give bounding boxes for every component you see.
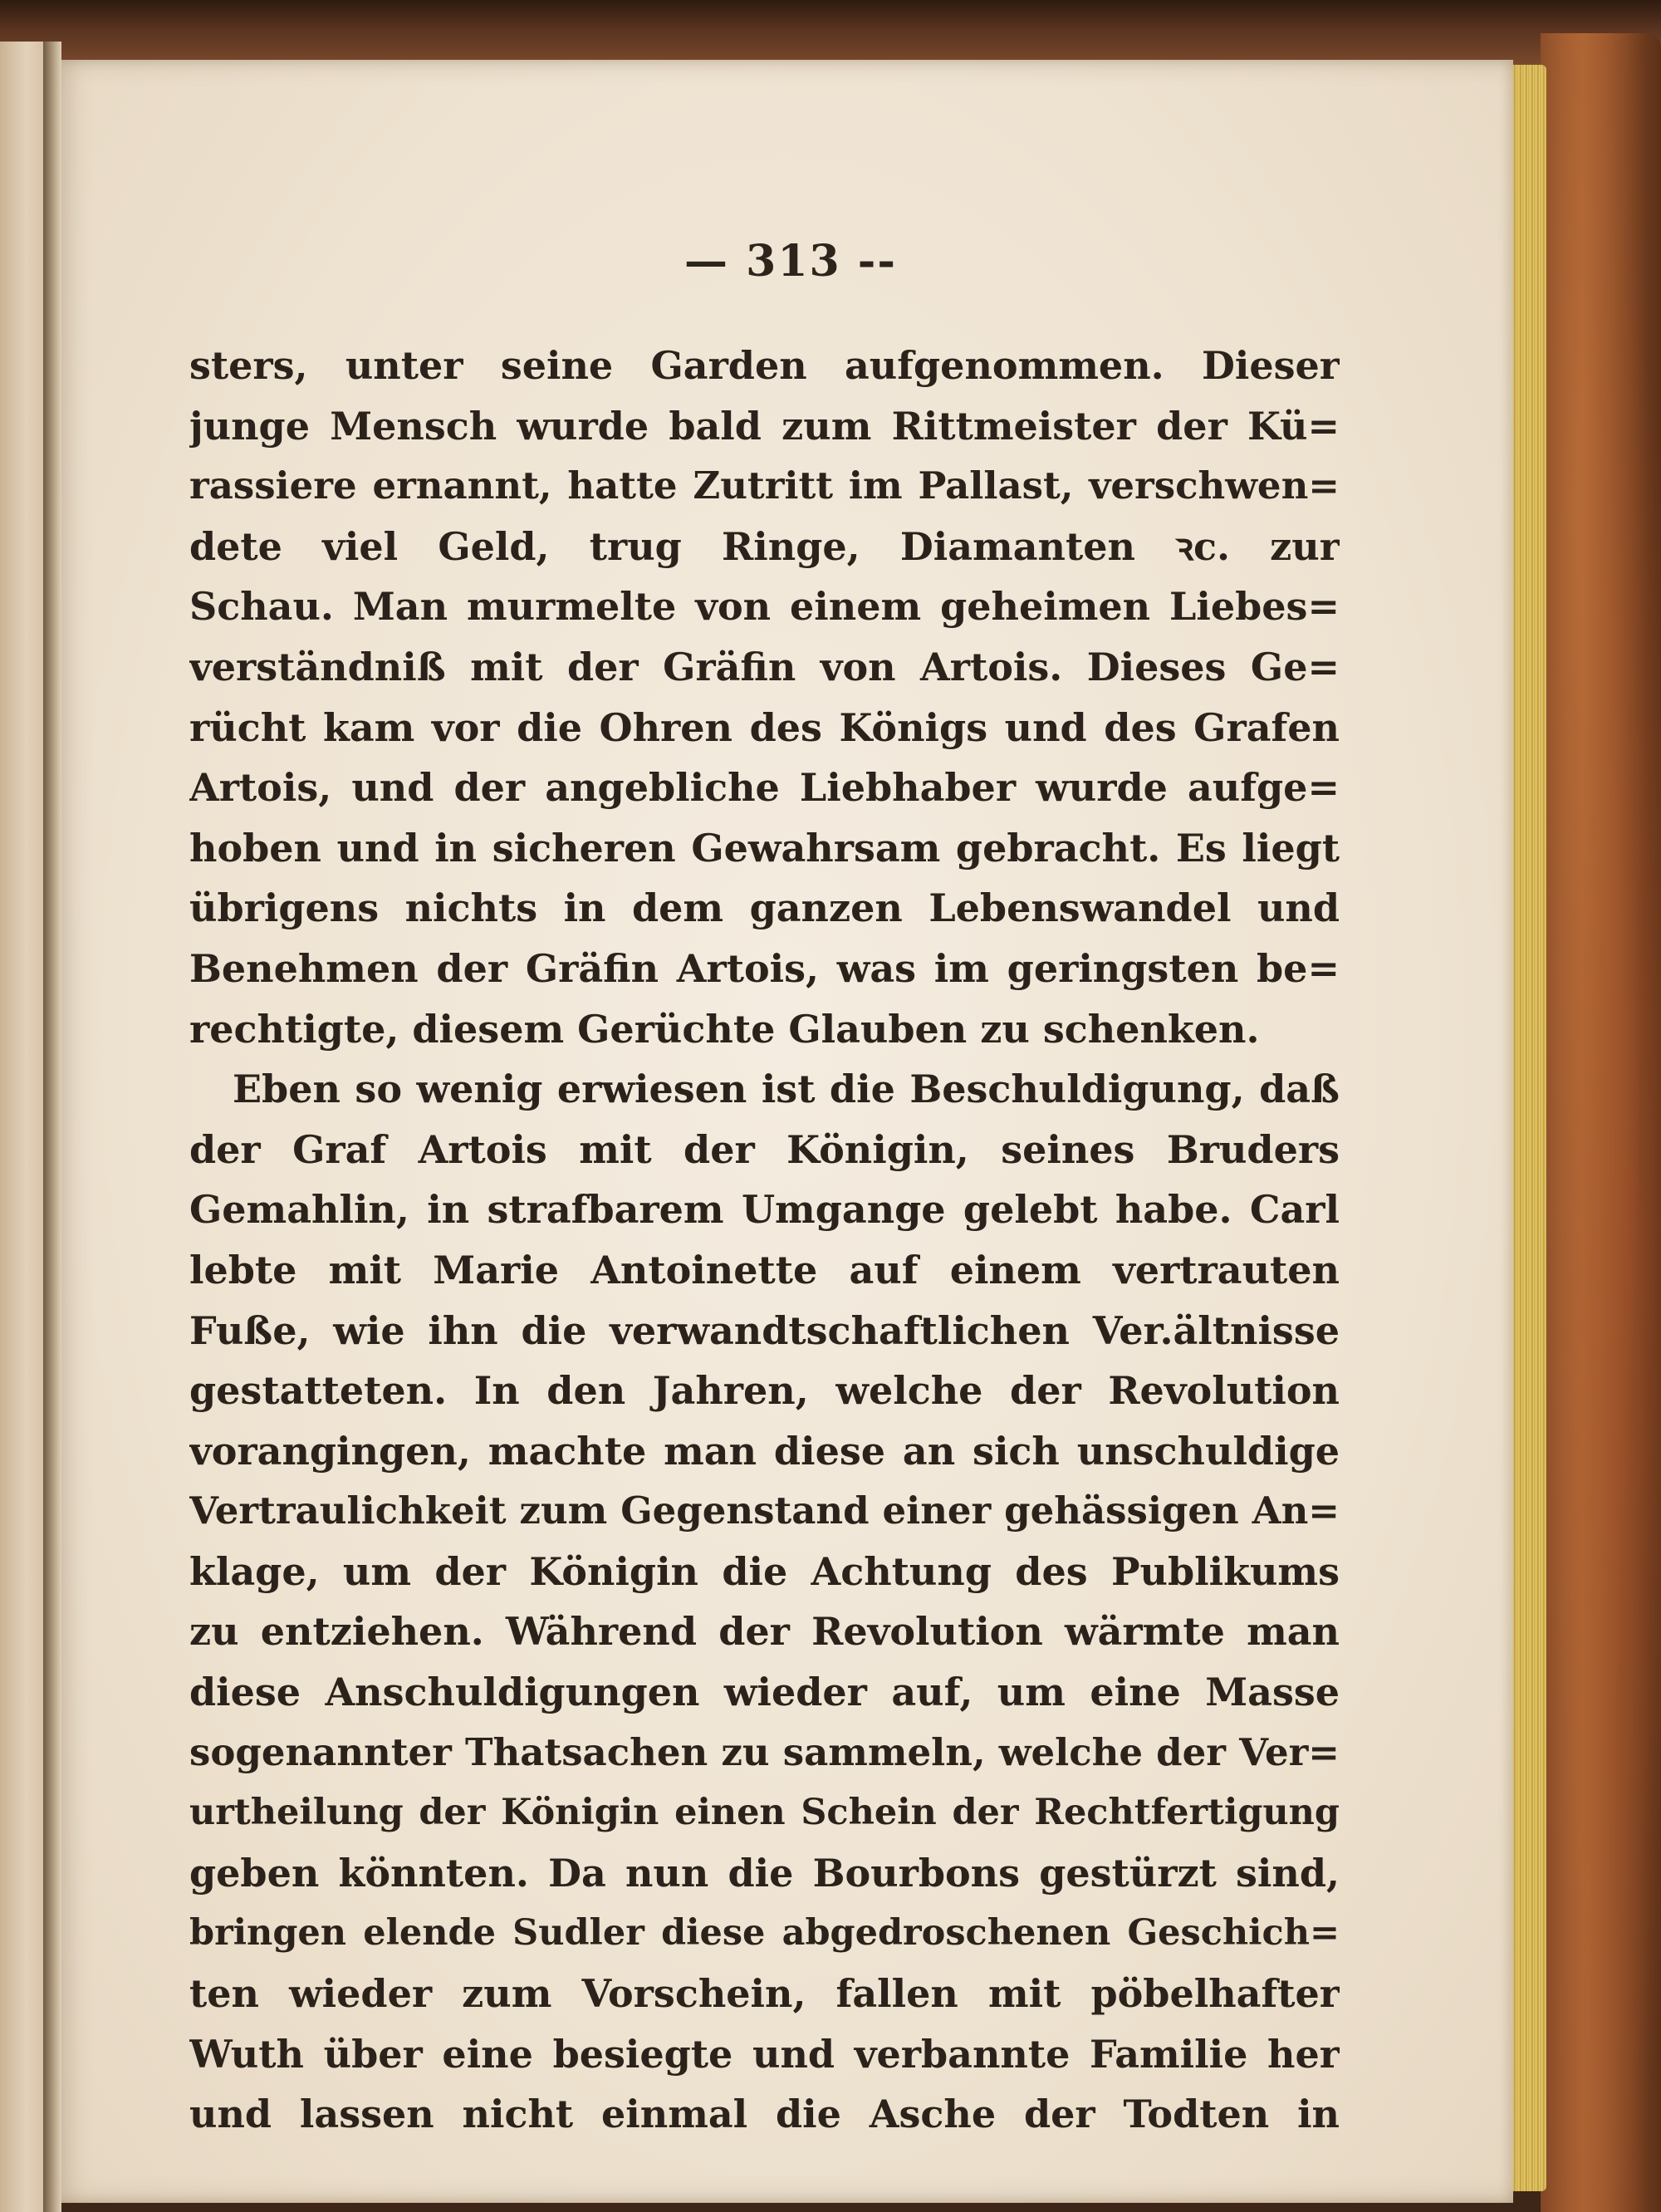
text-line: lebte mit Marie Antoinette auf einem vertrauten [189,1247,1340,1292]
text-line: der Graf Artois mit der Königin, seines Bruders [189,1126,1340,1172]
page-text [189,336,1340,2145]
text-line: vorangingen, machte man diese an sich unschuldige [189,1428,1340,1474]
text-line: Eben so wenig erwiesen ist die Beschuldigung, daß [233,1067,1340,1112]
text-line: Gemahlin, in strafbarem Umgange gelebt habe. Carl [189,1187,1340,1233]
text-line: Fuße, wie ihn die verwandtschaftlichen Ver.ältnisse [189,1307,1340,1353]
text-line: Schau. Man murmelte von einem geheimen Liebes= [189,584,1340,630]
book-gutter [43,42,61,2212]
text-line: rechtigte, diesem Gerüchte Glauben zu schenken. [189,1006,1260,1052]
text-line: dete viel Geld, trug Ringe, Diamanten ꝛc. zur [189,523,1340,569]
text-line: rücht kam vor die Ohren des Königs und des Grafen [189,704,1340,750]
text-line: sogenannter Thatsachen zu sammeln, welche der Ver= [189,1729,1340,1774]
text-line: und lassen nicht einmal die Asche der Todten in [189,2092,1340,2137]
previous-page-edge [0,42,48,2212]
text-line: zu entziehen. Während der Revolution wärmte man [189,1609,1340,1655]
book-page [51,60,1513,2203]
text-line: verständniß mit der Gräfin von Artois. Dieses Ge= [189,644,1340,689]
book-cover-right [1541,33,1661,2212]
text-line: junge Mensch wurde bald zum Rittmeister der Kü= [189,403,1340,449]
text-line: rassiere ernannt, hatte Zutritt im Pallast, verschwen= [189,463,1340,508]
text-line: geben könnten. Da nun die Bourbons gestürzt sind, [189,1850,1340,1896]
text-line: übrigens nichts in dem ganzen Lebenswandel und [189,885,1340,931]
text-line: bringen elende Sudler diese abgedroschenen Geschich= [189,1912,1340,1955]
text-line: urtheilung der Königin einen Schein der Rechtfertigung [189,1792,1340,1834]
text-line: klage, um der Königin die Achtung des Publikums [189,1548,1340,1594]
text-line: Vertraulichkeit zum Gegenstand einer gehässigen An= [189,1489,1340,1533]
page-number: — 313 -- [684,236,897,287]
text-line: Artois, und der angebliche Liebhaber wurde aufge= [189,765,1340,811]
text-line: sters, unter seine Garden aufgenommen. Dieser [189,343,1340,388]
book-cover-top [0,0,1661,66]
text-line: ten wieder zum Vorschein, fallen mit pöbelhafter [189,1971,1340,2017]
text-line: Benehmen der Gräfin Artois, was im geringsten be= [189,945,1340,991]
text-line: gestatteten. In den Jahren, welche der Revolution [189,1368,1340,1414]
text-line: diese Anschuldigungen wieder auf, um eine Masse [189,1670,1340,1715]
text-line: Wuth über eine besiegte und verbannte Familie her [189,2031,1340,2077]
text-line: hoben und in sicheren Gewahrsam gebracht. Es liegt [189,825,1340,871]
